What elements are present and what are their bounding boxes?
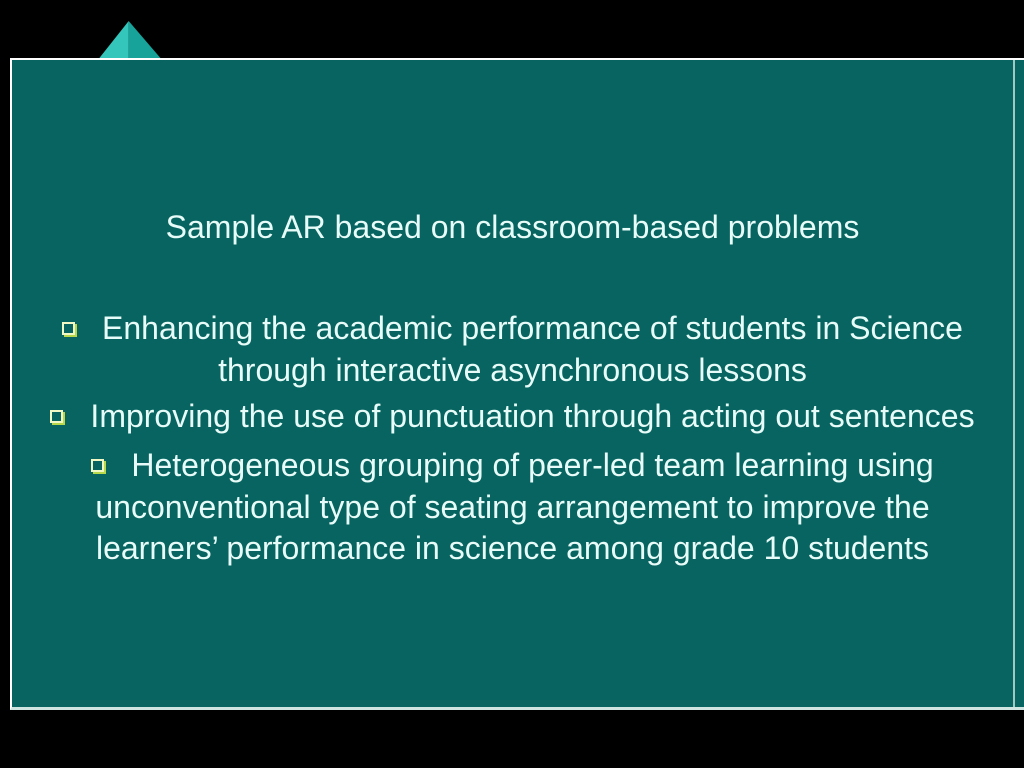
shadowed-square-bullet-icon (91, 459, 104, 472)
bullet-item-3-line-3: learners’ performance in science among grade 10 students (95, 530, 930, 566)
shadowed-square-bullet-icon (62, 322, 75, 335)
bullet-item-2-line-1 (12, 395, 1013, 437)
bullet-item-3-text: Heterogeneous grouping of peer-led team learning using (131, 447, 934, 483)
slide-inner-right-border (1013, 60, 1015, 707)
slide-title: Sample AR based on classroom-based problems (165, 209, 860, 245)
diamond-icon (97, 21, 163, 61)
bullet-item-1-line-2: through interactive asynchronous lessons (218, 352, 807, 388)
bullet-item-1-text: Enhancing the academic performance of students in Science (102, 310, 963, 346)
slide-canvas (10, 58, 1024, 710)
bullet-item-2-text: Improving the use of punctuation through acting out sentences (90, 398, 975, 434)
shadowed-square-bullet-icon (50, 410, 63, 423)
bullet-item-3-line-1 (12, 444, 1013, 486)
bullet-item-1-line-1 (12, 307, 1013, 349)
bullet-item-3-line-2: unconventional type of seating arrangement to improve the (95, 489, 930, 525)
